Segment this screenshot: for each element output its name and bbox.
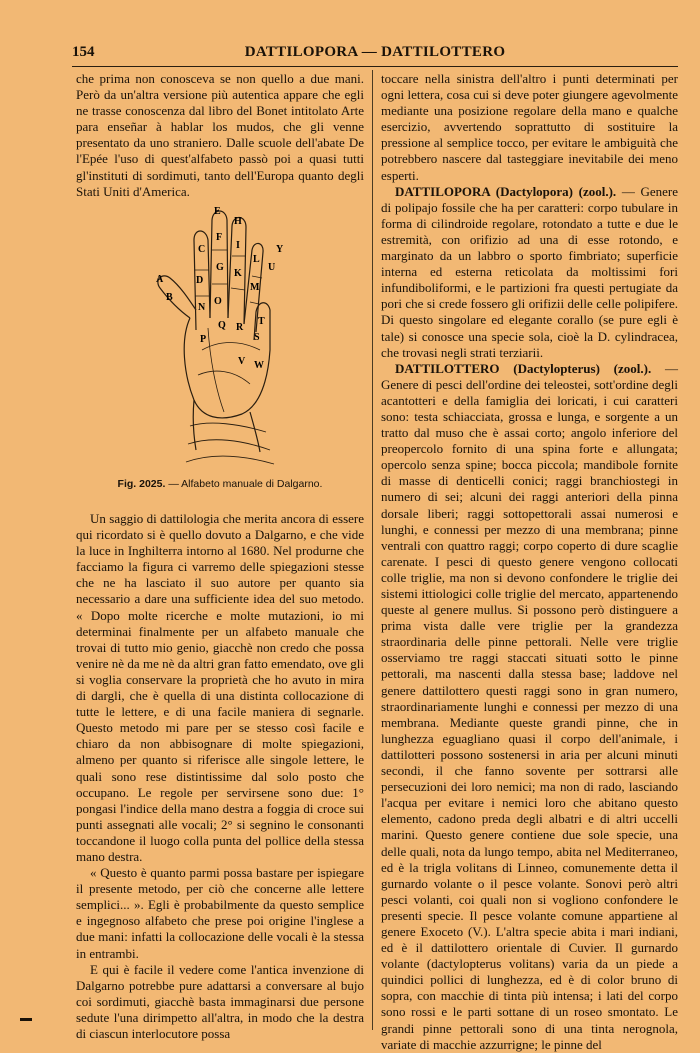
letter-label: S bbox=[254, 332, 260, 343]
letter-label: Y bbox=[276, 244, 284, 255]
column-divider bbox=[372, 70, 373, 1030]
letter-label: E bbox=[214, 206, 221, 217]
left-column-bottom bbox=[76, 511, 364, 1042]
letter-label: Q bbox=[218, 320, 226, 331]
right-column bbox=[381, 71, 678, 1053]
letter-label: C bbox=[198, 244, 206, 255]
letter-label: T bbox=[258, 316, 265, 327]
paragraph: che prima non conosceva se non quello a due mani. Però da un'altra versione più autentica appare che egli ne trasse conoscenza dal libro del Bonet intitolato Arte para enseñar à hablar los mudos, che gli venne presentato da uno straniero. Dalle scuole dell'abate De l'Epée l'uso di quest'alfabeto passò poi a quasi tutti gl'instituti di sordimuti, tanto dell'Europa quanto degli Stati Uniti d'America. bbox=[76, 71, 364, 199]
dictionary-entry-dattilottero bbox=[381, 361, 678, 1053]
letter-label: D bbox=[196, 275, 204, 286]
alphabet-letters bbox=[156, 206, 284, 371]
letter-label: W bbox=[254, 360, 264, 371]
paragraph: « Questo è quanto parmi possa bastare per ispiegare il presente metodo, per ciò che concerne alle lettere semplici... ». Egli è probabilmente da questo semplice e ingegnoso alfabeto che prese poi origine l'inglese a due mani: infatti la collocazione delle vocali è la stessa in entrambi. bbox=[76, 865, 364, 961]
letter-label: P bbox=[200, 334, 207, 345]
letter-label: O bbox=[214, 296, 222, 307]
page-number: 154 bbox=[72, 44, 95, 60]
entry-body: — Genere di polipajo fossile che ha per caratteri: corpo tubulare in forma di cilindroide regolare, rotondato a tutte e due le estremità, con orifizio ad una di esse rotondo, e marginato da un labbro o sporto fimbriato; superficie interna ed esterna reticolata da moltissimi fori infundiboliformi, e le partizioni fra questi pertugiate da pori che si crede fossero gli orifizii delle celle polipifere. Di questo singolare ed elegante corallo (se pure egli è tale) si conosce una specie sola, cioè la D. cylindracea, che trovasi negli strati terziarii. bbox=[381, 183, 678, 360]
header-rule bbox=[72, 66, 678, 67]
paragraph: Un saggio di dattilologia che merita ancora di essere qui ricordato si è quello dovuto a Dalgarno, e che vide la luce in Inghilterra intorno al 1680. Nel produrne che facciamo la figura ci varremo delle spiegazioni stesse che ne ha lasciato il suo autore per quanto sia necessario a dare una sufficiente idea del suo metodo. « Dopo molte ricerche e molte mutazioni, io mi determinai finalmente per un alfabeto manuale che trovai di tutto mio genio, giacchè non credo che possa venire nè da me nè da altri gran fatto emendato, ove gli si voglia conservare la proprietà che ho avuto in mira di dargli, che è quella di una distinta collocazione di tutte le lettere, e di una facile maniera di segnarle. Questo metodo mi pare per se stesso così facile e chiaro da non abbisognare di molte spiegazioni, almeno per quanto si riferisce alle singole lettere, le quali sono rese distintissime dal solo posto che occupano. Le regole per servirsene sono due: 1° pongasi l'indice della mano destra a foggia di croce sui punti assegnati alle vocali; 2° si segnino le consonanti toccandone il luogo colla punta del pollice della stessa mano destra. bbox=[76, 511, 364, 864]
letter-label: N bbox=[198, 302, 206, 313]
letter-label: A bbox=[156, 274, 164, 285]
dictionary-entry-dattilopora bbox=[381, 184, 678, 361]
letter-label: B bbox=[166, 292, 173, 303]
entry-headword: DATTILOTTERO (Dactylopterus) (zool.). bbox=[395, 360, 652, 376]
letter-label: I bbox=[236, 240, 240, 251]
caption-number: Fig. 2025. bbox=[117, 478, 166, 490]
caption-text: — Alfabeto manuale di Dalgarno. bbox=[168, 478, 323, 490]
paragraph: toccare nella sinistra dell'altro i punti determinati per ogni lettera, cosa cui si deve poter giungere agevolmente mediante una posizione regolare della mano e qualche esercizio, avvertendo soprattutto di sostituire la pressione al semplice tocco, per evitare le ambiguità che potrebbero nascere dal tasteggiare inevitabile dei meno esperti. bbox=[381, 71, 678, 183]
letter-label: U bbox=[268, 262, 276, 273]
running-header bbox=[72, 44, 678, 64]
letter-label: V bbox=[238, 356, 246, 367]
paragraph: E qui è facile il vedere come l'antica invenzione di Dalgarno potrebbe pure adattarsi a conversare al bujo coi sordimuti, giacchè basta immaginarsi due persone sedute l'una dirimpetto all'altra, in modo che la destra di ciascun interlocutore possa bbox=[76, 961, 364, 1041]
margin-mark bbox=[20, 1018, 32, 1021]
letter-label: M bbox=[250, 282, 260, 293]
letter-label: K bbox=[234, 268, 242, 279]
letter-label: L bbox=[253, 254, 260, 265]
figure-caption bbox=[76, 478, 364, 490]
hand-illustration bbox=[150, 200, 290, 465]
left-column-top bbox=[76, 71, 364, 200]
running-title: DATTILOPORA — DATTILOTTERO bbox=[244, 44, 506, 60]
letter-label: H bbox=[234, 216, 242, 227]
letter-label: R bbox=[236, 322, 244, 333]
letter-label: G bbox=[216, 262, 224, 273]
letter-label: F bbox=[216, 232, 223, 243]
entry-headword: DATTILOPORA (Dactylopora) (zool.). bbox=[395, 183, 617, 199]
hand-alphabet-figure bbox=[150, 200, 290, 465]
entry-body: — Genere di pesci dell'ordine dei teleostei, sott'ordine degli acantotteri e della famiglia dei loricati, i cui caratteri sono: testa schiacciata, grossa e lunga, e sorgente a un tratto dal muso che è assai corto; angolo inferiore del preopercolo fornito di una spina forte e allungata; opercolo senza spine; bocca piccola; mandibole fornite di masse di denticelli conici; raggi branchiostegi in numero di sei; alcuni dei raggi anteriori della pinna dorsale liberi; raggi sottopettorali assai numerosi e lunghi, e connessi per mezzo di una membrana; pinne ventrali con quattro raggi; corpo coperto di dure scaglie carenate. I pesci di questo genere vengono collocati colle triglie, ma non si devono confondere le triglie dei sistemi ittiologici colle triglie del mercato, appartenendo queste al genere mullus. Si possono però distinguere a prima vista dalle vere triglie per la grandezza straordinaria delle pinne pettorali. Nelle vere triglie osserviamo tre raggi staccati situati sotto le pinne pettorali, ma nascenti dalla stessa base; laddove nel genere dattilottero questi raggi sono in gran numero, straordinariamente lunghi e connessi per mezzo di una membrana. Mediante queste grandi pinne, che in lunghezza eguagliano quasi il corpo dell'animale, i dattilotteri possono sostenersi in aria per alcuni minuti secondi, il che fanno sovente per sottrarsi alle persecuzioni dei loro nemici; ma non di rado, lasciando l'acqua per evitare i nemici loro che abitano questo elemento, cadono preda degli albatri e di altri uccelli marini. Questo genere contiene due sole specie, una delle quali, nota da lungo tempo, abita nel Mediterraneo, ed è la trigla volitans di Linneo, comunemente detta il gurnardo volante o il pesce volante. Sonovi però altri pesci volanti, coi quali non si vogliono confondere le presenti specie. Il pesce volante comune appartiene al genere Exoceto (V.). L'altra specie abita i mari indiani, ed è il dattilottero orientale di Cuvier. Il gurnardo volante (dactylopterus volitans) varia da un piede a quindici pollici di lunghezza, ed è di color bruno di sopra, con macchie di tinta più intensa; i lati del corpo sono rossi e le parti sottane di un roseo smontato. Le grandi pinne pettorali sono di una tinta nerognola, variate di macchie azzurrigne; le pinne del bbox=[381, 360, 678, 1052]
